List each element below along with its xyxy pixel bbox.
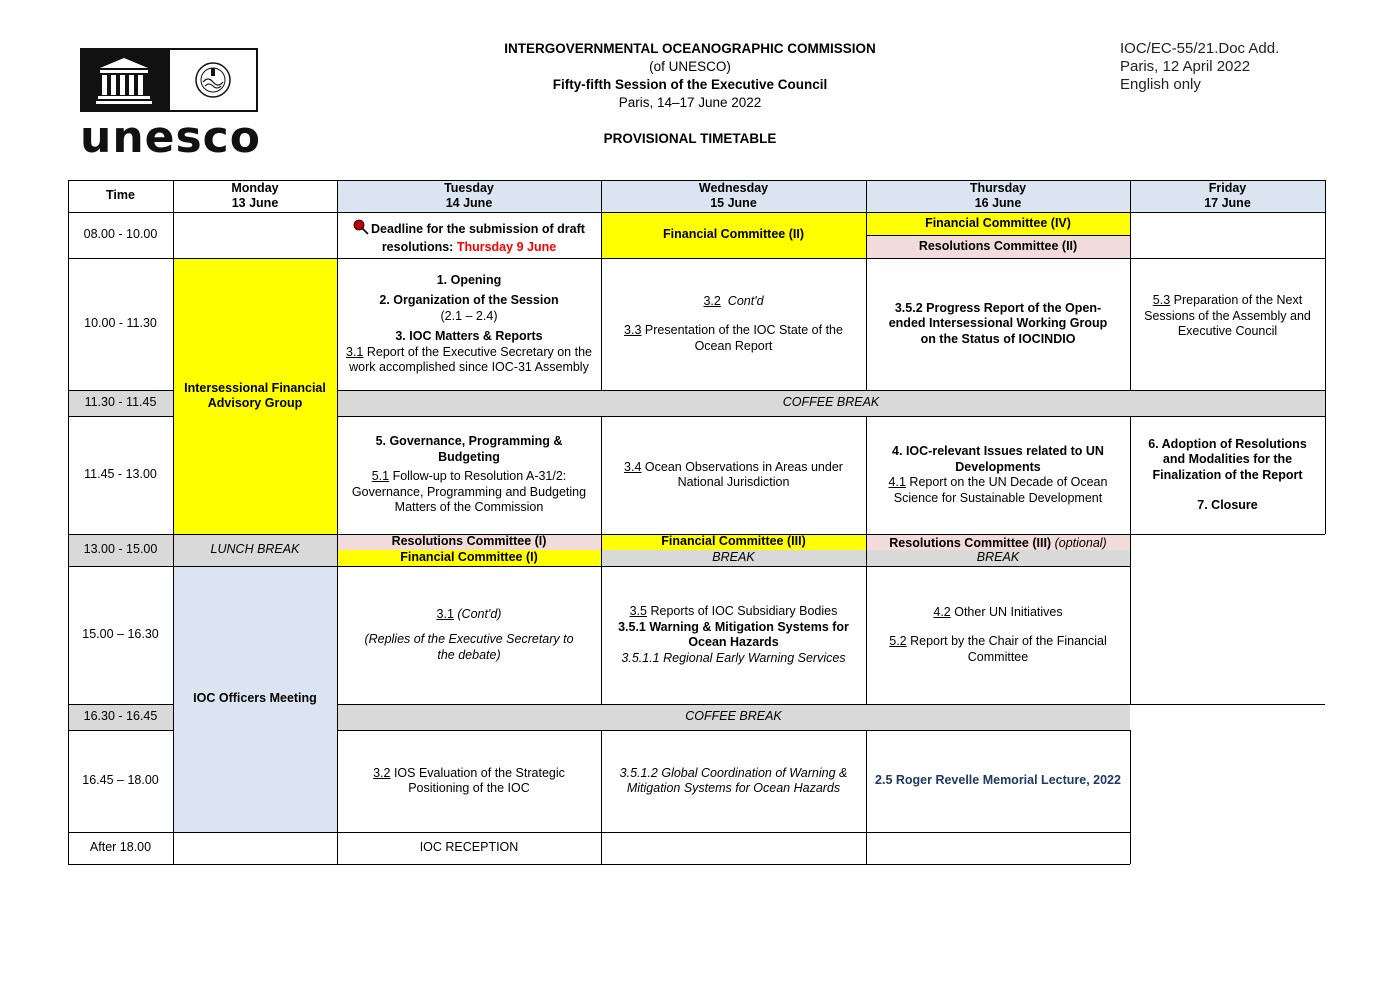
agenda-item-3-5-1: 3.5.1 Warning & Mitigation Systems for Ocean Hazards xyxy=(618,619,849,649)
agenda-item-5-3: 5.3 Preparation of the Next Sessions of the Assembly and Executive Council xyxy=(1144,293,1311,338)
financial-committee-2: Financial Committee (II) xyxy=(601,212,866,258)
agenda-item-5-2: 5.2 Report by the Chair of the Financial Committee xyxy=(889,634,1107,664)
resolutions-committee-2: Resolutions Committee (II) xyxy=(866,235,1130,258)
agenda-item-2: 2. Organization of the Session xyxy=(379,293,559,307)
deadline-notice: Deadline for the submission of draft resolutions: Thursday 9 June xyxy=(337,212,601,258)
agenda-item-4: 4. IOC-relevant Issues related to UN Developments xyxy=(892,444,1104,474)
time-slot: 11.30 - 11.45 xyxy=(68,390,173,416)
agenda-item-3-1: 3.1 Report of the Executive Secretary on the work accomplished since IOC-31 Assembly xyxy=(346,344,592,374)
doc-ref-code: IOC/EC-55/21.Doc Add. xyxy=(1120,40,1280,57)
agenda-item-2-5: 2.5 Roger Revelle Memorial Lecture, 2022 xyxy=(875,773,1121,788)
agenda-item-7: 7. Closure xyxy=(1197,498,1258,512)
unesco-wordmark: unesco xyxy=(80,112,261,163)
financial-committee-1: Financial Committee (I) xyxy=(337,550,601,566)
agenda-item-3-5-1-2: 3.5.1.2 Global Coordination of Warning & Mitigation Systems for Ocean Hazards xyxy=(619,765,848,795)
monday-ifag: Intersessional Financial Advisory Group xyxy=(173,258,337,534)
coffee-break: COFFEE BREAK xyxy=(337,704,1130,730)
replies-note: (Replies of the Executive Secretary to the debate) xyxy=(364,632,574,662)
agenda-item-4-2: 4.2 Other UN Initiatives xyxy=(933,604,1063,619)
ioc-reception: IOC RECEPTION xyxy=(419,840,519,855)
agenda-item-5: 5. Governance, Programming & Budgeting xyxy=(375,434,563,464)
coffee-break: COFFEE BREAK xyxy=(337,390,1325,416)
time-slot: 08.00 - 10.00 xyxy=(83,227,158,242)
session-title: Fifty-fifth Session of the Executive Council xyxy=(552,77,828,92)
doc-ref-date: Paris, 12 April 2022 xyxy=(1120,58,1251,75)
col-header-thursday: Thursday 16 June xyxy=(866,180,1130,212)
time-slot: 13.00 - 15.00 xyxy=(68,534,173,566)
resolutions-committee-3: Resolutions Committee (III) (optional) xyxy=(866,534,1130,550)
agenda-item-3-4: 3.4 Ocean Observations in Areas under National Jurisdiction xyxy=(624,459,843,489)
col-header-monday: Monday 13 June xyxy=(231,180,279,210)
agenda-item-5-1: 5.1 Follow-up to Resolution A-31/2: Governance, Programming and Budgeting Matters of the Commission xyxy=(351,469,587,515)
col-header-wednesday: Wednesday 15 June xyxy=(601,180,866,212)
time-slot: 16.30 - 16.45 xyxy=(68,704,173,730)
time-slot: 15.00 – 16.30 xyxy=(82,627,159,642)
financial-committee-3: Financial Committee (III) xyxy=(601,534,866,550)
col-header-time: Time xyxy=(106,188,135,203)
doc-ref-lang: English only xyxy=(1120,76,1201,93)
place-dates: Paris, 14–17 June 2022 xyxy=(618,95,762,110)
monday-officers-meeting: IOC Officers Meeting xyxy=(173,566,337,832)
agenda-item-3: 3. IOC Matters & Reports xyxy=(395,329,543,343)
org-sub: (of UNESCO) xyxy=(649,59,731,74)
col-header-tuesday: Tuesday 14 June xyxy=(337,180,601,212)
lunch-break: LUNCH BREAK xyxy=(173,534,337,566)
agenda-item-6: 6. Adoption of Resolutions and Modalities for the Finalization of the Report xyxy=(1148,436,1307,482)
col-header-friday: Friday 17 June xyxy=(1130,180,1325,212)
thursday-break: BREAK xyxy=(866,550,1130,566)
agenda-item-3-2-ios: 3.2 IOS Evaluation of the Strategic Positioning of the IOC xyxy=(373,765,565,795)
agenda-item-1: 1. Opening xyxy=(436,272,502,287)
org-name: INTERGOVERNMENTAL OCEANOGRAPHIC COMMISSION xyxy=(504,41,876,56)
agenda-item-3-2: 3.2 Cont'd xyxy=(703,293,764,308)
time-slot: 10.00 - 11.30 xyxy=(84,316,157,331)
resolutions-committee-1: Resolutions Committee (I) xyxy=(337,534,601,550)
agenda-item-3-5-2: 3.5.2 Progress Report of the Open-ended Intersessional Working Group on the Status of IOCINDIO xyxy=(888,300,1108,346)
time-slot: 16.45 – 18.00 xyxy=(82,773,159,788)
time-slot: 11.45 - 13.00 xyxy=(84,467,157,482)
page-title: PROVISIONAL TIMETABLE xyxy=(603,131,777,146)
agenda-item-3-5: 3.5 Reports of IOC Subsidiary Bodies xyxy=(629,604,838,618)
agenda-item-4-1: 4.1 Report on the UN Decade of Ocean Science for Sustainable Development xyxy=(888,475,1108,505)
wednesday-break: BREAK xyxy=(601,550,866,566)
agenda-item-2-range: (2.1 – 2.4) xyxy=(440,308,498,323)
agenda-item-3-1-contd: 3.1 (Cont'd) xyxy=(436,606,502,621)
financial-committee-4: Financial Committee (IV) xyxy=(866,212,1130,235)
agenda-item-3-5-1-1: 3.5.1.1 Regional Early Warning Services xyxy=(621,650,846,665)
agenda-item-3-3: 3.3 Presentation of the IOC State of the Ocean Report xyxy=(624,323,843,353)
time-slot: After 18.00 xyxy=(89,840,152,855)
